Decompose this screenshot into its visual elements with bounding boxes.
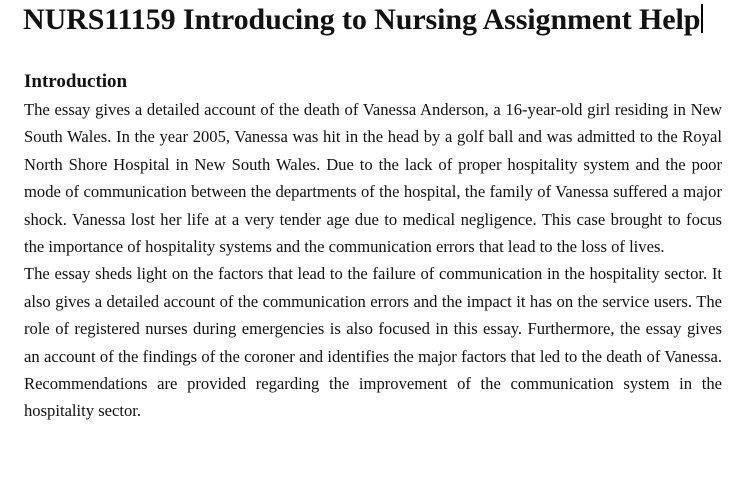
body-paragraph-1: The essay gives a detailed account of the death of Vanessa Anderson, a 16-year-old girl residing in New South Wales. In the year 2005, Vanessa was hit in the head by a golf ball and was admitted to the Royal North Shore Hospital in New South Wales. Due to the lack of proper hospitality system and the poor mode of communication between the departments of the hospital, the family of Vanessa suffered a major shock. Vanessa lost her life at a very tender age due to medical negligence. This case brought to focus the importance of hospitality systems and the communication errors that lead to the loss of lives. <box>24 100 722 257</box>
body-paragraph-2: The essay sheds light on the factors that lead to the failure of communication in the hospitality sector. It also gives a detailed account of the communication errors and the impact it has on the service users. The role of registered nurses during emergencies is also focused in this essay. Furthermore, the essay gives an account of the findings of the coroner and identifies the major factors that led to the death of Vanessa. Recommendations are provided regarding the improvement of the communication system in the hospitality sector. <box>24 264 722 421</box>
section-heading: Introduction <box>24 71 128 92</box>
text-cursor <box>701 4 703 33</box>
document-title-text: NURS11159 Introducing to Nursing Assignment Help <box>23 3 701 36</box>
document-title[interactable] <box>23 0 722 38</box>
